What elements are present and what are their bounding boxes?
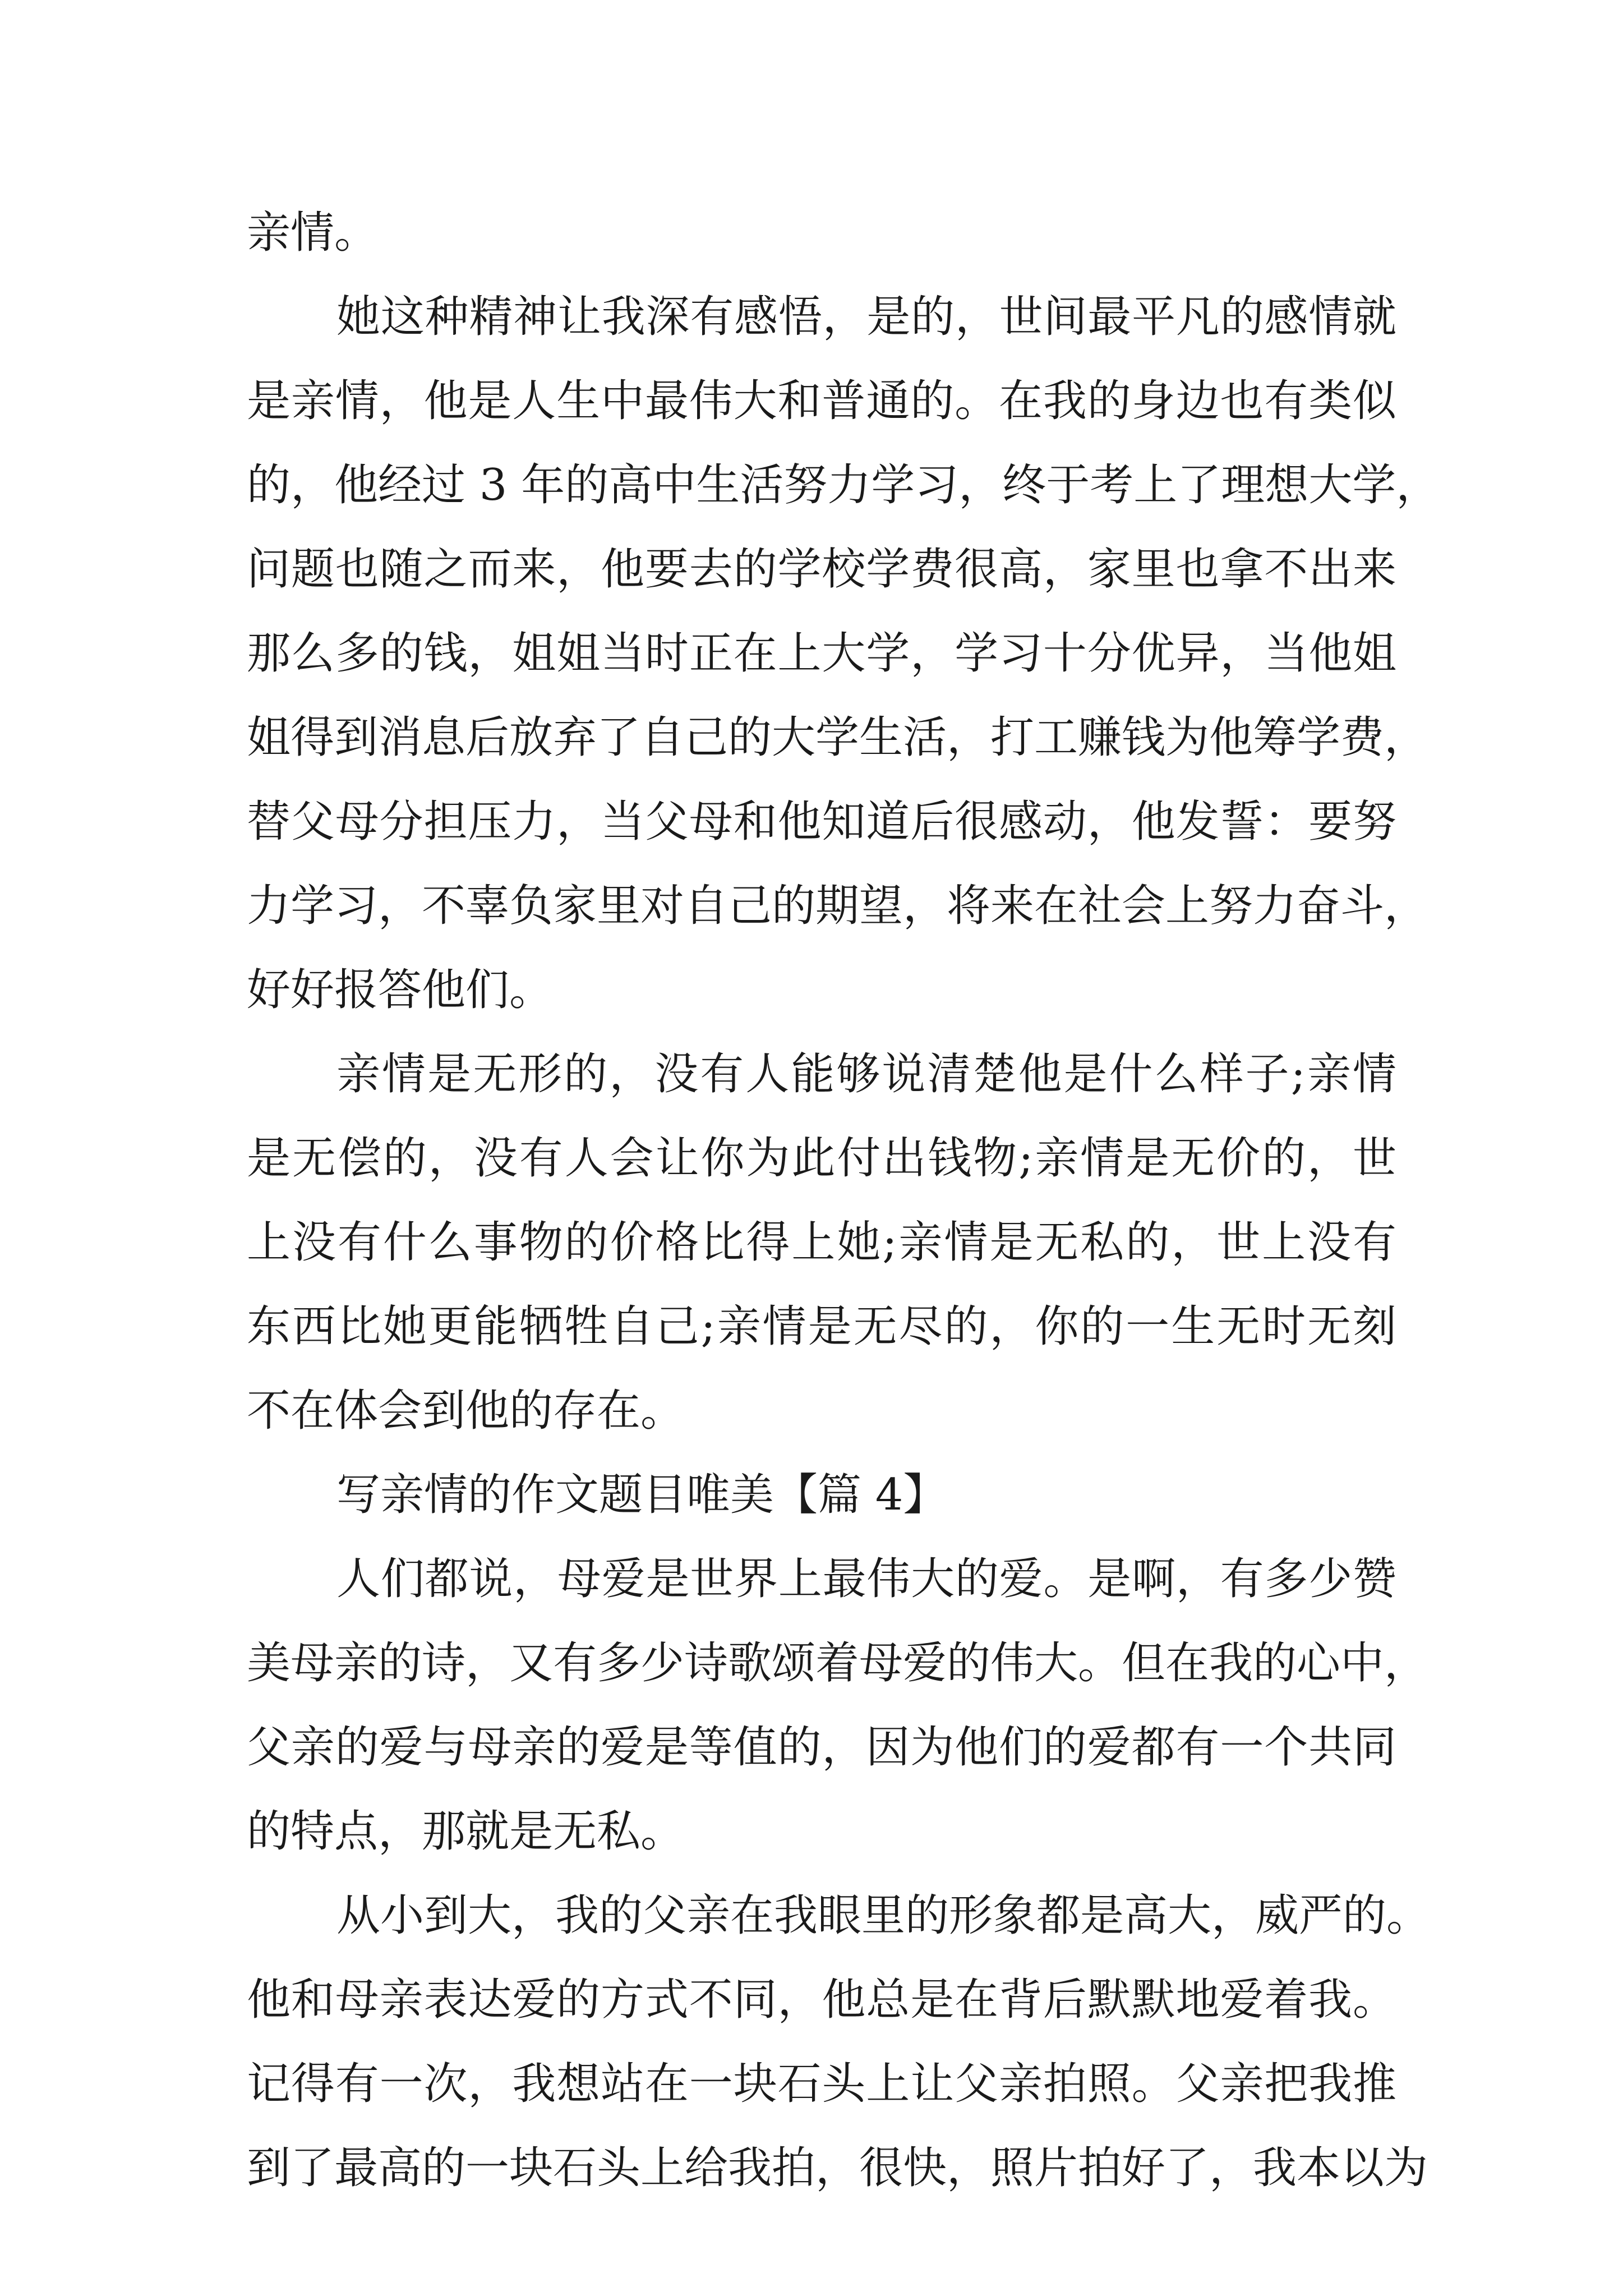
text-line: 记得有一次，我想站在一块石头上让父亲拍照。父亲把我推 xyxy=(247,2059,1396,2109)
text-line: 父亲的爱与母亲的爱是等值的，因为他们的爱都有一个共同 xyxy=(247,1722,1396,1773)
text-line: 美母亲的诗，又有多少诗歌颂着母爱的伟大。但在我的心中， xyxy=(247,1638,1428,1688)
text-line: 姐得到消息后放弃了自己的大学生活，打工赚钱为他筹学费， xyxy=(247,712,1428,763)
text-line: 的特点，那就是无私。 xyxy=(247,1806,685,1857)
text-line: 他和母亲表达爱的方式不同，他总是在背后默默地爱着我。 xyxy=(247,1975,1396,2025)
text-line: 的，他经过 3 年的高中生活努力学习，终于考上了理想大学， xyxy=(247,460,1440,510)
text-line: 不在体会到他的存在。 xyxy=(247,1386,685,1436)
text-line: 上没有什么事物的价格比得上她;亲情是无私的，世上没有 xyxy=(247,1217,1396,1268)
text-line: 亲情是无形的，没有人能够说清楚他是什么样子;亲情 xyxy=(336,1049,1396,1099)
text-line: 亲情。 xyxy=(247,208,379,258)
section-heading: 写亲情的作文题目唯美【篇 4】 xyxy=(336,1470,947,1520)
text-line: 好好报答他们。 xyxy=(247,965,554,1015)
text-line: 是无偿的，没有人会让你为此付出钱物;亲情是无价的，世 xyxy=(247,1133,1396,1184)
text-line: 从小到大，我的父亲在我眼里的形象都是高大，威严的。 xyxy=(336,1890,1431,1941)
text-line: 问题也随之而来，他要去的学校学费很高，家里也拿不出来 xyxy=(247,544,1396,595)
text-line: 东西比她更能牺牲自己;亲情是无尽的，你的一生无时无刻 xyxy=(247,1301,1396,1352)
text-line: 人们都说，母爱是世界上最伟大的爱。是啊，有多少赞 xyxy=(336,1554,1396,1604)
text-line: 那么多的钱，姐姐当时正在上大学，学习十分优异，当他姐 xyxy=(247,628,1396,679)
text-line: 替父母分担压力，当父母和他知道后很感动，他发誓：要努 xyxy=(247,797,1396,847)
text-line: 是亲情，他是人生中最伟大和普通的。在我的身边也有类似 xyxy=(247,376,1396,426)
text-line: 力学习，不辜负家里对自己的期望，将来在社会上努力奋斗， xyxy=(247,881,1428,931)
text-line: 她这种精神让我深有感悟，是的，世间最平凡的感情就 xyxy=(336,292,1396,342)
document-body xyxy=(247,191,1440,2210)
text-line: 到了最高的一块石头上给我拍，很快，照片拍好了，我本以为 xyxy=(247,2143,1428,2193)
